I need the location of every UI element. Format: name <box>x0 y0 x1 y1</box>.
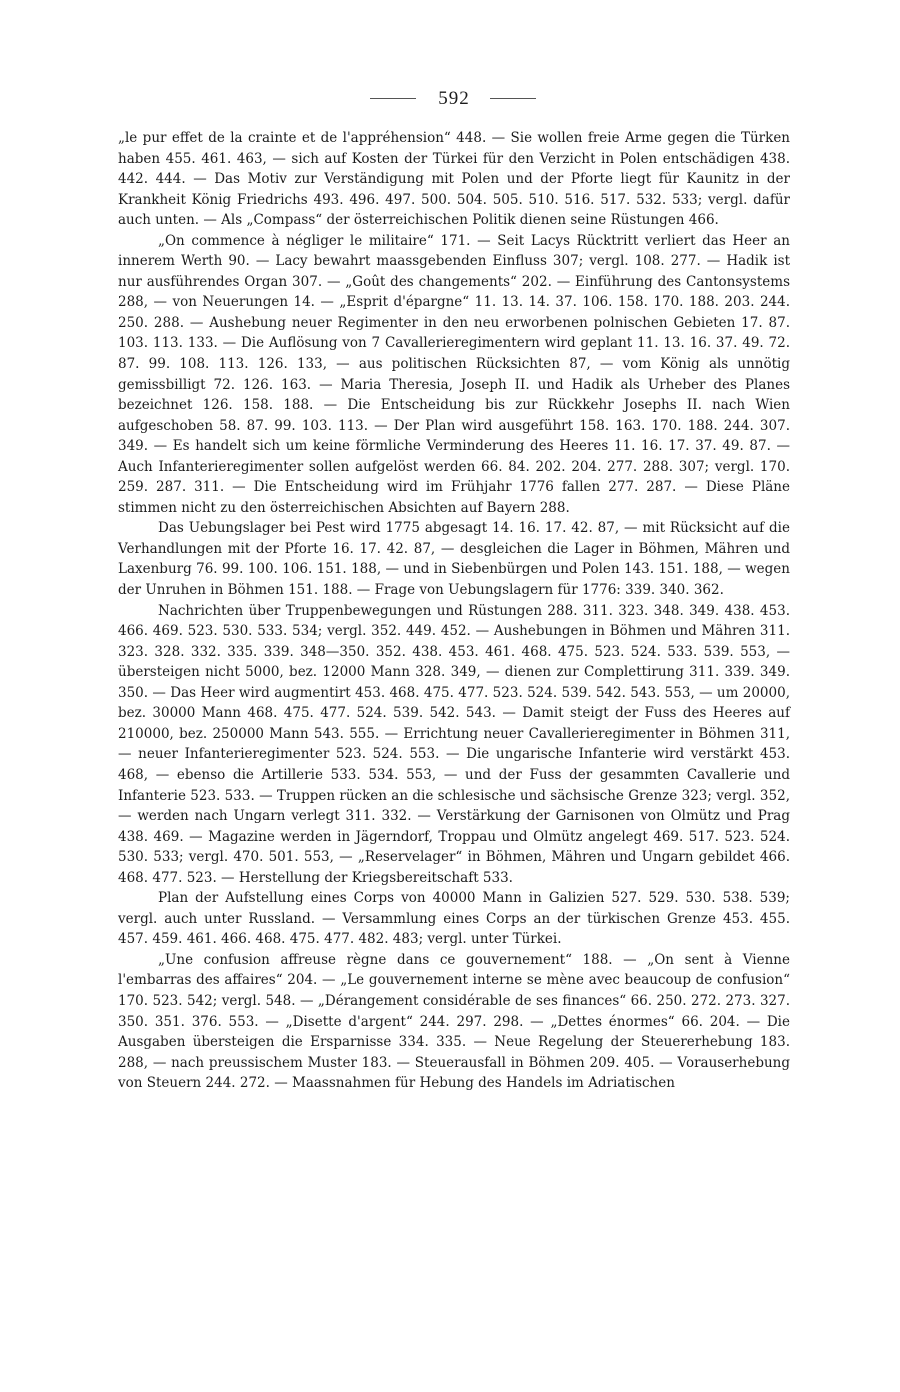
paragraph-3: Das Uebungslager bei Pest wird 1775 abgesagt 14. 16. 17. 42. 87, — mit Rücksicht auf die Verhandlungen mit der Pforte 16. 17. 42. 87, — desgleichen die Lager in Böhmen, Mähren und Laxenburg 76. 99. 100. 106. 151. 188, — und in Siebenbürgen und Polen 143. 151. 188, — wegen der Unruhen in Böhmen 151. 188. — Frage von Uebungslagern für 1776: 339. 340. 362. <box>118 520 790 599</box>
paragraph-4: Nachrichten über Truppenbewegungen und Rüstungen 288. 311. 323. 348. 349. 438. 453. 466. 469. 523. 530. 533. 534; vergl. 352. 449. 452. — Aushebungen in Böhmen und Mähren 311. 323. 328. 332. 335. 339. 348—350. 352. 438. 453. 461. 468. 475. 523. 524. 533. 539. 553, — übersteigen nicht 5000, bez. 12000 Mann 328. 349, — dienen zur Complettirung 311. 339. 349. 350. — Das Heer wird augmentirt 453. 468. 475. 477. 523. 524. 539. 542. 543. 553, — um 20000, bez. 30000 Mann 468. 475. 477. 524. 539. 542. 543. — Damit steigt der Fuss des Heeres auf 210000, bez. 250000 Mann 543. 555. — Errichtung neuer Cavallerieregimenter in Böhmen 311, — neuer Infanterieregimenter 523. 524. 553. — Die ungarische Infanterie wird verstärkt 453. 468, — ebenso die Artillerie 533. 534. 553, — und der Fuss der gesammten Cavallerie und Infanterie 523. 533. — Truppen rücken an die schlesische und sächsische Grenze 323; vergl. 352, — werden nach Ungarn verlegt 311. 332. — Verstärkung der Garnisonen von Olmütz und Prag 438. 469. — Magazine werden in Jägerndorf, Troppau und Olmütz angelegt 469. 517. 523. 524. 530. 533; vergl. 470. 501. 553, — „Reservelager“ in Böhmen, Mähren und Ungarn gebildet 466. 468. 477. 523. — Herstellung der Kriegsbereitschaft 533. <box>118 602 790 886</box>
paragraph-6: „Une confusion affreuse règne dans ce gouvernement“ 188. — „On sent à Vienne l'embarras des affaires“ 204. — „Le gouvernement interne se mène avec beaucoup de confusion“ 170. 523. 542; vergl. 548. — „Dérangement considérable de ses finances“ 66. 250. 272. 273. 327. 350. 351. 376. 553. — „Disette d'argent“ 244. 297. 298. — „Dettes énormes“ 66. 204. — Die Ausgaben übersteigen die Ersparnisse 334. 335. — Neue Regelung der Steuererhebung 183. 288, — nach preussischem Muster 183. — Steuerausfall in Böhmen 209. 405. — Vorauserhebung von Steuern 244. 272. — Maassnahmen für Hebung des Handels im Adriatischen <box>118 951 790 1092</box>
page-number: 592 <box>438 88 470 109</box>
paragraph-2: „On commence à négliger le militaire“ 171. — Seit Lacys Rücktritt verliert das Heer an innerem Werth 90. — Lacy bewahrt maassgebenden Einfluss 307; vergl. 108. 277. — Hadik ist nur ausführendes Organ 307. — „Goût des changements“ 202. — Einführung des Cantonsystems 288, — von Neuerungen 14. — „Esprit d'épargne“ 11. 13. 14. 37. 106. 158. 170. 188. 203. 244. 250. 288. — Aushebung neuer Regimenter in den neu erworbenen polnischen Gebieten 17. 87. 103. 113. 133. — Die Auflösung von 7 Cavallerieregimentern wird geplant 11. 13. 16. 37. 49. 72. 87. 99. 108. 113. 126. 133, — aus politischen Rücksichten 87, — vom König als unnötig gemissbilligt 72. 126. 163. — Maria Theresia, Joseph II. und Hadik als Urheber des Planes bezeichnet 126. 158. 188. — Die Entscheidung bis zur Rückkehr Josephs II. nach Wien aufgeschoben 58. 87. 99. 103. 113. — Der Plan wird ausgeführt 158. 163. 170. 188. 244. 307. 349. — Es handelt sich um keine förmliche Verminderung des Heeres 11. 16. 17. 37. 49. 87. — Auch Infanterieregimenter sollen aufgelöst werden 66. 84. 202. 204. 277. 288. 307; vergl. 170. 259. 287. 311. — Die Entscheidung wird im Frühjahr 1776 fallen 277. 287. — Diese Pläne stimmen nicht zu den österreichischen Absichten auf Bayern 288. <box>118 232 790 516</box>
header-rule-right <box>490 98 536 99</box>
page-header <box>118 84 790 114</box>
header-rule-left <box>370 98 416 99</box>
paragraph-1: „le pur effet de la crainte et de l'appréhension“ 448. — Sie wollen freie Arme gegen die Türken haben 455. 461. 463, — sich auf Kosten der Türkei für den Verzicht in Polen entschädigen 438. 442. 444. — Das Motiv zur Verständigung mit Polen und der Pforte liegt für Kaunitz in der Krankheit König Friedrichs 493. 496. 497. 500. 504. 505. 510. 516. 517. 532. 533; vergl. dafür auch unten. — Als „Compass“ der österreichischen Politik dienen seine Rüstungen 466. <box>118 130 790 229</box>
document-page <box>118 84 790 1094</box>
paragraph-5: Plan der Aufstellung eines Corps von 40000 Mann in Galizien 527. 529. 530. 538. 539; vergl. auch unter Russland. — Versammlung eines Corps an der türkischen Grenze 453. 455. 457. 459. 461. 466. 468. 475. 477. 482. 483; vergl. unter Türkei. <box>118 890 790 948</box>
